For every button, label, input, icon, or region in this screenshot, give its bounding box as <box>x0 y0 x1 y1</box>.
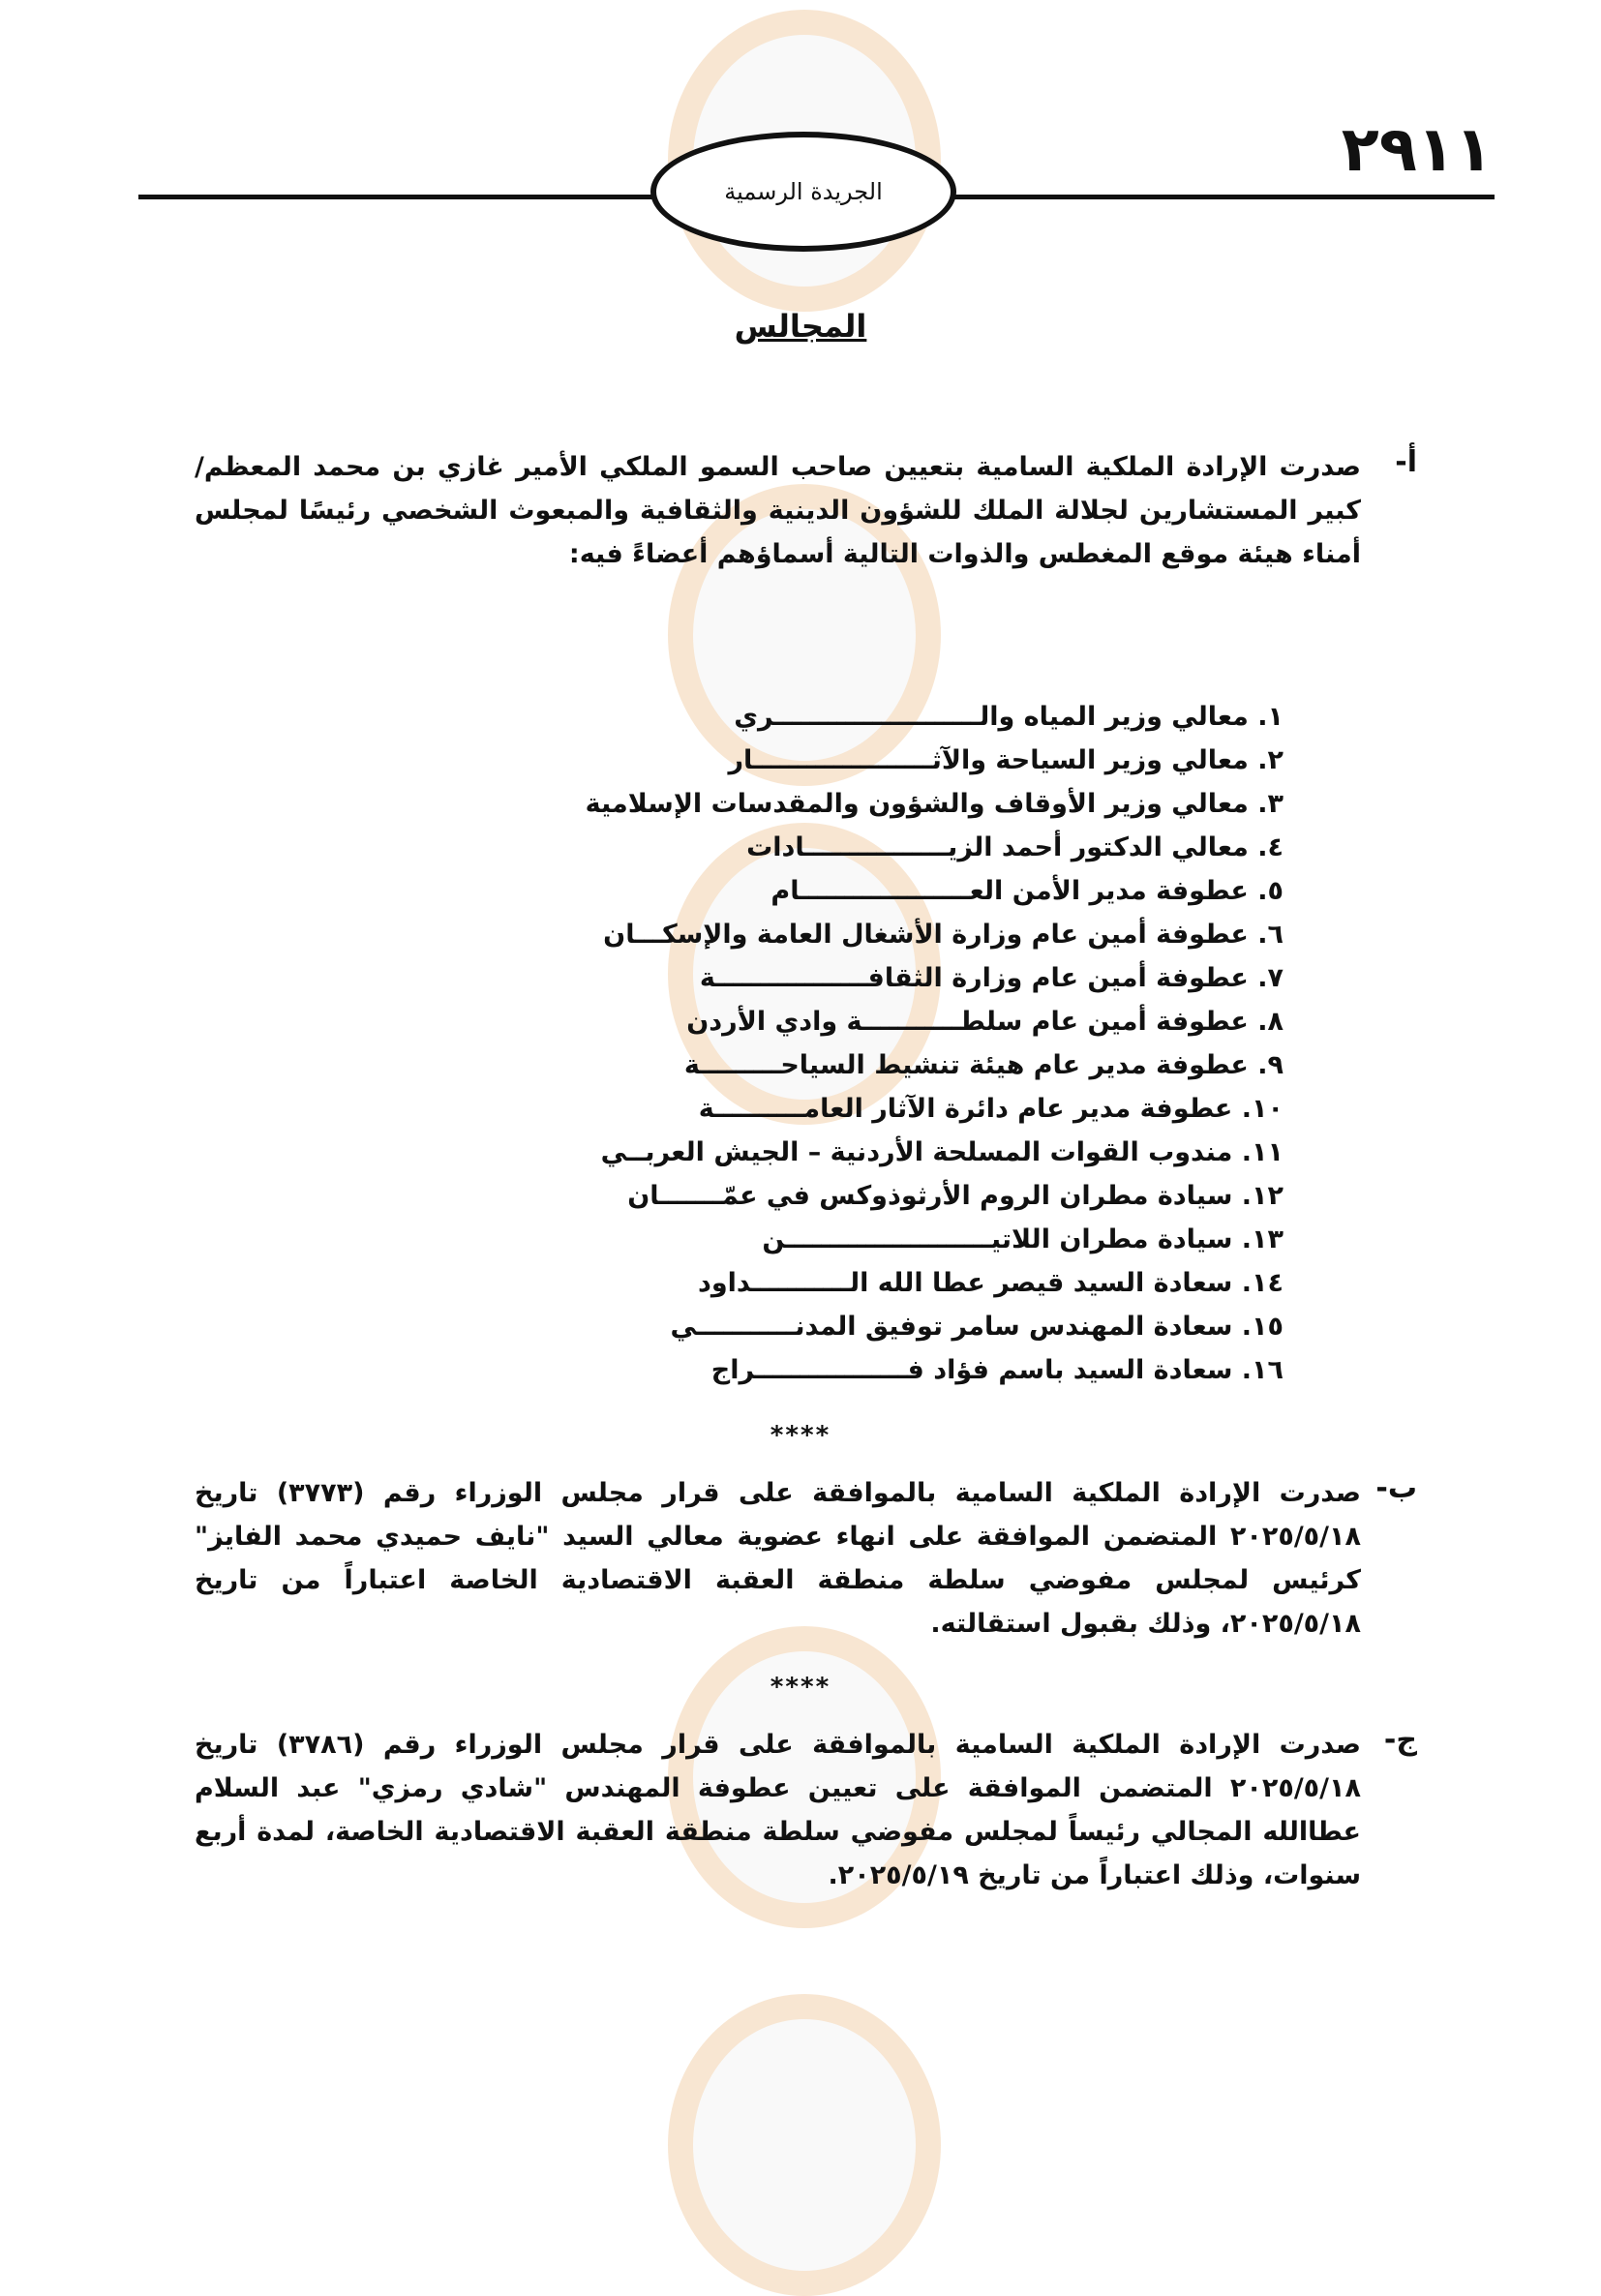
section-a-text: صدرت الإرادة الملكية السامية بتعيين صاحب السمو الملكي الأمير غازي بن محمد المعظم/ كبير المستشارين لجلالة الملك للشؤون الدينية والثقافية والمبعوث الشخصي رئيسًا لمجلس أمناء هيئة موقع المغطس والذوات التالية أسماؤهم أعضاءً فيه: <box>195 452 1361 569</box>
list-item: ١. معالي وزير المياه والـــــــــــــــــــــــري <box>734 702 1284 732</box>
section-b-text: صدرت الإرادة الملكية السامية بالموافقة على قرار مجلس الوزراء رقم (٣٧٧٣) تاريخ ٢٠٢٥/٥/١٨ المتضمن الموافقة على انهاء عضوية معالي السيد "نايف حميدي محمد الفايز" كرئيس لمجلس مفوضي سلطة منطقة العقبة الاقتصادية الخاصة اعتباراً من تاريخ ٢٠٢٥/٥/١٨، وذلك بقبول استقالته. <box>195 1478 1361 1639</box>
section-c-text: صدرت الإرادة الملكية السامية بالموافقة على قرار مجلس الوزراء رقم (٣٧٨٦) تاريخ ٢٠٢٥/٥/١٨ المتضمن الموافقة على تعيين عطوفة المهندس "شادي رمزي" عبد السلام عطاالله المجالي رئيساً لمجلس مفوضي سلطة منطقة العقبة الاقتصادية الخاصة، لمدة أربع سنوات، وذلك اعتباراً من تاريخ ٢٠٢٥/٥/١٩. <box>195 1730 1361 1890</box>
list-item: ٦. عطوفة أمين عام وزارة الأشغال العامة والإسكـــان <box>603 920 1284 950</box>
list-item: ١٤. سعادة السيد قيصر عطا الله الـــــــــــداود <box>697 1268 1284 1298</box>
list-item: ١٢. سيادة مطران الروم الأرثوذوكس في عمّـــــــان <box>627 1181 1284 1211</box>
page-title: المجالس <box>734 308 867 345</box>
list-item: ١٥. سعادة المهندس سامر توفيق المدنـــــــــــي <box>670 1312 1284 1342</box>
list-item: ١٠. عطوفة مدير عام دائرة الآثار العامــــــــــة <box>698 1094 1284 1124</box>
section-b-label: ب- <box>1375 1471 1417 1505</box>
list-item: ١٦. سعادة السيد باسم فؤاد فـــــــــــــــــراج <box>710 1355 1284 1385</box>
list-item: ١١. مندوب القوات المسلحة الأردنية – الجيش العربــي <box>600 1137 1284 1167</box>
list-item: ٩. عطوفة مدير عام هيئة تنشيط السياحـــــــــة <box>683 1050 1284 1080</box>
page-number: ٢٩١١ <box>1341 114 1493 186</box>
list-item: ٧. عطوفة أمين عام وزارة الثقافـــــــــــــــــة <box>699 963 1284 993</box>
list-item: ١٣. سيادة مطران اللاتيـــــــــــــــــــــــن <box>762 1224 1284 1254</box>
members-list <box>587 695 1284 1392</box>
section-a-label: أ- <box>1395 445 1417 479</box>
list-item: ٨. عطوفة أمين عام سلطـــــــــــة وادي الأردن <box>686 1007 1284 1037</box>
section-c-label: ج- <box>1383 1723 1417 1757</box>
list-item: ٥. عطوفة مدير الأمن العـــــــــــــــــــام <box>770 876 1284 906</box>
list-item: ٢. معالي وزير السياحة والآثــــــــــــــــــــار <box>728 745 1284 775</box>
watermark-clock <box>668 1994 941 2296</box>
list-item: ٣. معالي وزير الأوقاف والشؤون والمقدسات الإسلامية <box>585 789 1284 819</box>
list-item: ٤. معالي الدكتور أحمد الزيــــــــــــــــادات <box>746 832 1284 862</box>
separator: **** <box>770 1421 831 1450</box>
separator: **** <box>770 1673 831 1702</box>
gazette-name: الجريدة الرسمية <box>650 132 956 252</box>
